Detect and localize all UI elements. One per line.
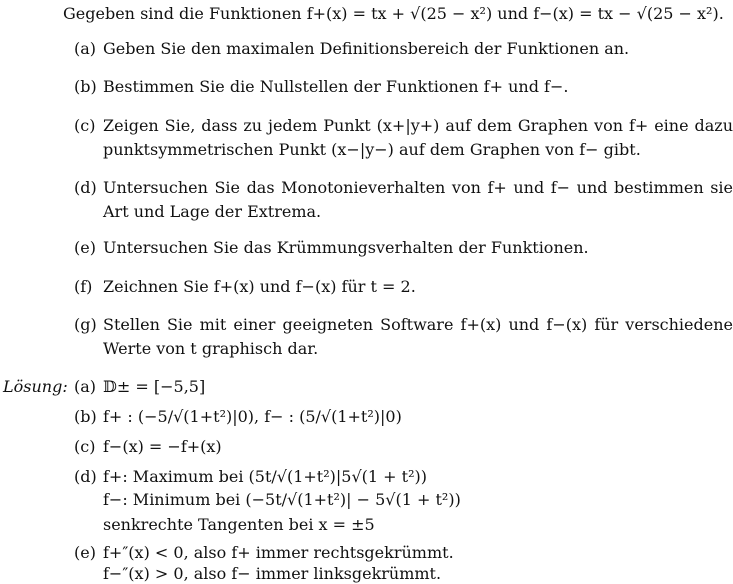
solution-tag: (b) (74, 407, 97, 426)
problem-tag: (d) (74, 178, 97, 197)
problem-text: Geben Sie den maximalen Definitionsbereich der Funktionen an. (103, 39, 630, 58)
problem-tag: (g) (74, 315, 97, 334)
solution-label: Lösung: (3, 377, 68, 396)
solution-tag: (e) (74, 543, 96, 562)
problem-tag: (c) (74, 116, 96, 135)
solution-line: f−(x) = −f+(x) (103, 437, 222, 456)
solution-tag: (c) (74, 437, 96, 456)
intro-text: Gegeben sind die Funktionen f+(x) = tx + √(25 − x²) und f−(x) = tx − √(25 − x²). (63, 4, 724, 23)
solution-line: f−: Minimum bei (−5t/√(1+t²)| − 5√(1 + t²)) (103, 490, 461, 509)
problem-text: Untersuchen Sie das Monotonieverhalten von f+ und f− und bestimmen sie Art und Lage der Extrema. (103, 178, 733, 221)
problem-tag: (a) (74, 39, 97, 58)
problem-text: Bestimmen Sie die Nullstellen der Funktionen f+ und f−. (103, 77, 569, 96)
solution-line: 𝔻± = [−5,5] (103, 377, 206, 396)
problem-tag: (e) (74, 238, 96, 257)
solution-line: f+ : (−5/√(1+t²)|0), f− : (5/√(1+t²)|0) (103, 407, 402, 426)
solution-line: f+: Maximum bei (5t/√(1+t²)|5√(1 + t²)) (103, 467, 427, 486)
solution-tag: (d) (74, 467, 97, 486)
problem-text: Stellen Sie mit einer geeigneten Software f+(x) und f−(x) für verschiedene Werte von t graphisch dar. (103, 315, 733, 358)
solution-line: f−″(x) > 0, also f− immer linksgekrümmt. (103, 564, 442, 583)
solution-line: f+″(x) < 0, also f+ immer rechtsgekrümmt. (103, 543, 454, 562)
problem-text: Zeigen Sie, dass zu jedem Punkt (x+|y+) auf dem Graphen von f+ eine dazu punktsymmetrischen Punkt (x−|y−) auf dem Graphen von f− gibt. (103, 116, 733, 159)
problem-text: Untersuchen Sie das Krümmungsverhalten der Funktionen. (103, 238, 589, 257)
problem-tag: (b) (74, 77, 97, 96)
solution-line: senkrechte Tangenten bei x = ±5 (103, 515, 375, 534)
solution-tag: (a) (74, 377, 97, 396)
problem-text: Zeichnen Sie f+(x) und f−(x) für t = 2. (103, 277, 416, 296)
problem-tag: (f) (74, 277, 93, 296)
